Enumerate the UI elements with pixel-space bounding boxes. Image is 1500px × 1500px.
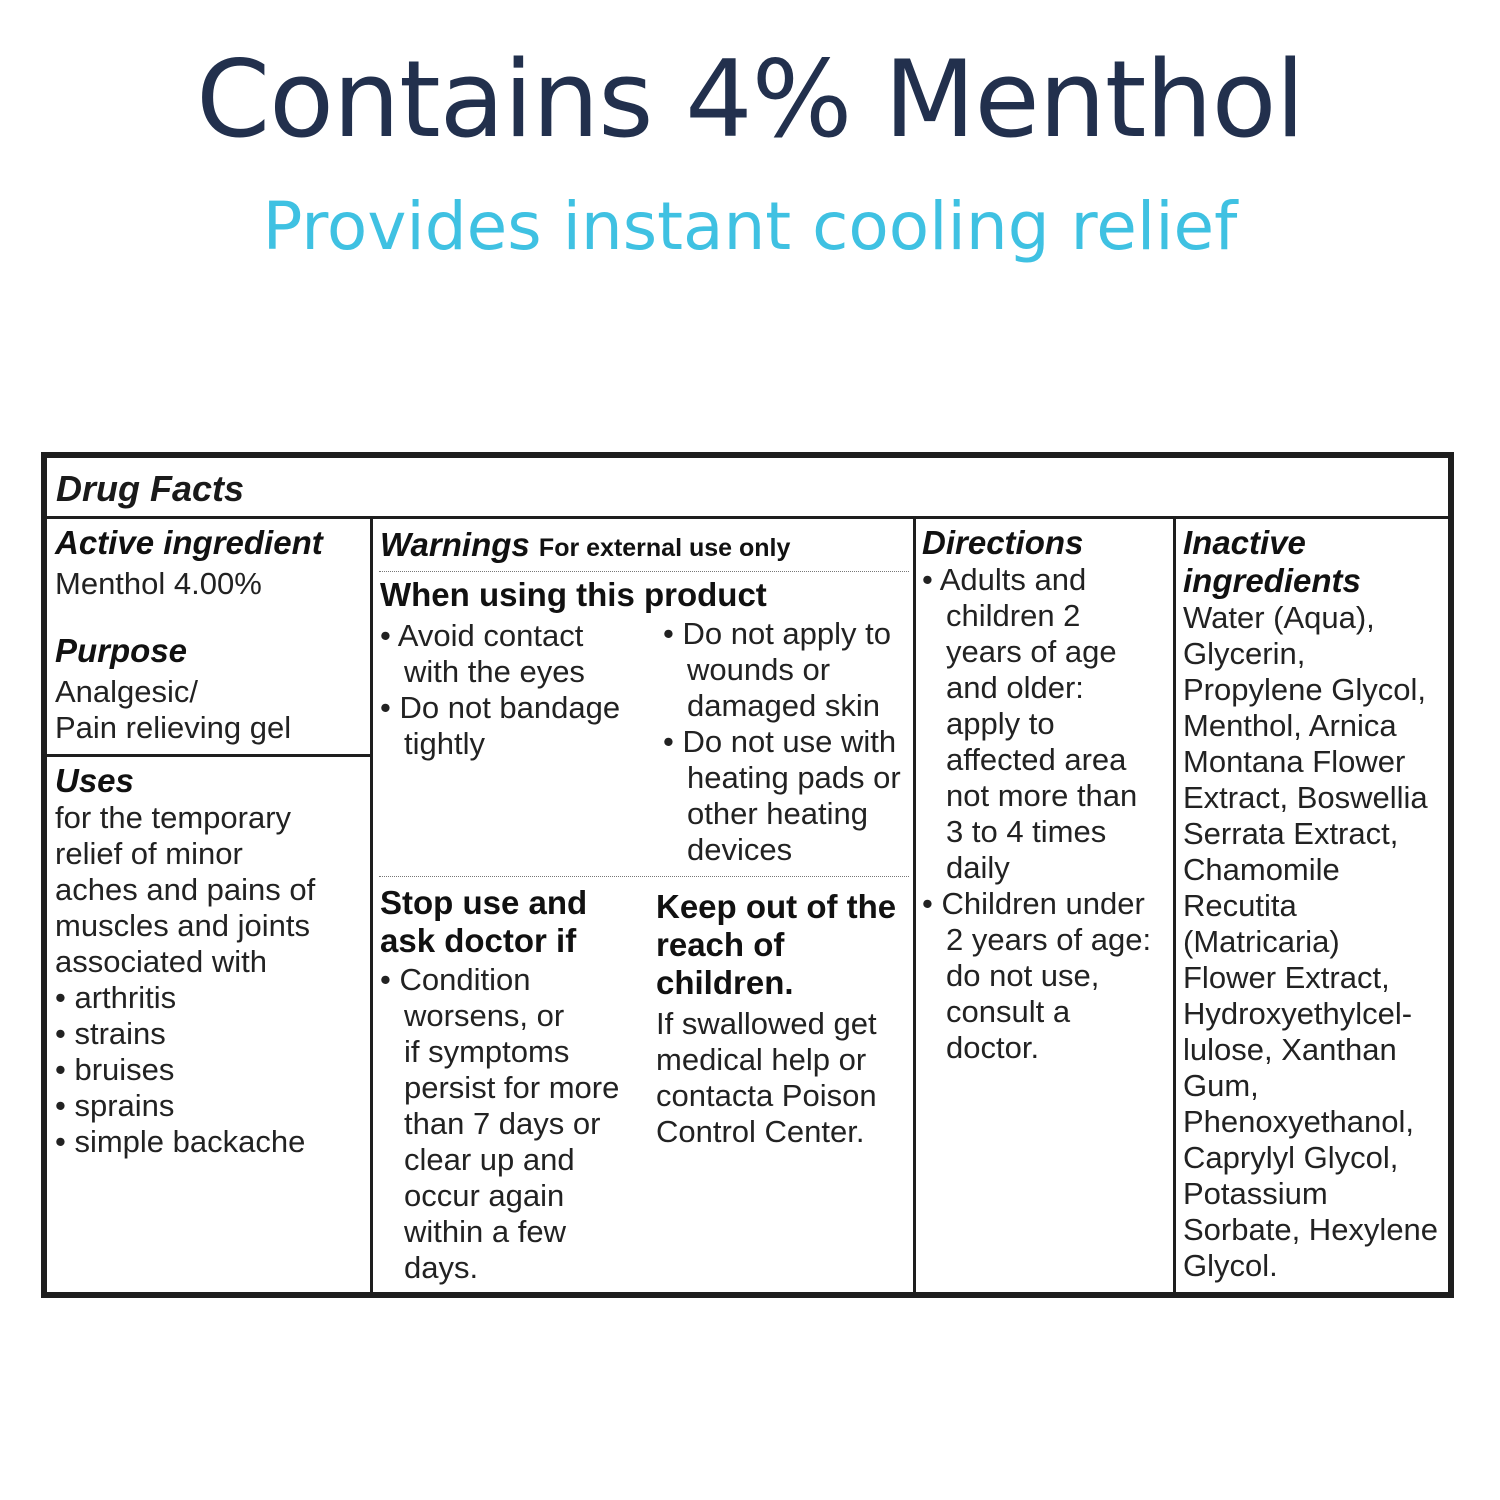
purpose-heading: Purpose — [55, 632, 188, 669]
keep-out-line: medical help or — [656, 1042, 867, 1077]
when-using-line: wounds or — [687, 652, 831, 687]
uses-line: associated with — [55, 944, 267, 979]
directions-line: and older: — [946, 670, 1084, 705]
stop-use-line: persist for more — [404, 1070, 620, 1105]
inactive-line: Potassium — [1183, 1176, 1328, 1211]
when-using-line: tightly — [404, 726, 485, 761]
when-using-heading: When using this product — [380, 576, 767, 613]
inactive-line: Gum, — [1183, 1068, 1259, 1103]
when-using-left — [380, 618, 620, 762]
inactive-line: Montana Flower — [1183, 744, 1406, 779]
when-using-line: with the eyes — [404, 654, 585, 689]
active-ingredient-heading: Active ingredient — [55, 524, 323, 561]
inactive-line: Hydroxyethylcel- — [1183, 996, 1413, 1031]
directions-heading: Directions — [922, 524, 1084, 561]
column-divider — [913, 516, 916, 1292]
uses-heading: Uses — [55, 762, 134, 799]
inactive-line: Serrata Extract, — [1183, 816, 1399, 851]
directions-line: 2 years of age: — [946, 922, 1152, 957]
keep-out-heading-line: reach of — [656, 926, 785, 963]
inactive-line: Water (Aqua), — [1183, 600, 1375, 635]
column-divider — [1173, 516, 1176, 1292]
active-ingredient-value: Menthol 4.00% — [55, 566, 262, 601]
directions-line: • Children under — [922, 886, 1145, 921]
inactive-line: Flower Extract, — [1183, 960, 1390, 995]
keep-out-heading-line: Keep out of the — [656, 888, 897, 925]
inactive-ingredients-text — [1183, 600, 1438, 1284]
inactive-line: Caprylyl Glycol, — [1183, 1140, 1399, 1175]
inactive-heading-line: Inactive — [1183, 524, 1306, 561]
purpose-line: Analgesic/ — [55, 674, 199, 709]
inactive-line: Menthol, Arnica — [1183, 708, 1397, 743]
inactive-ingredients-heading — [1183, 524, 1361, 600]
inactive-line: Extract, Boswellia — [1183, 780, 1428, 815]
uses-text — [55, 800, 315, 1160]
inactive-line: Glycol. — [1183, 1248, 1278, 1283]
when-using-right — [663, 616, 901, 868]
inactive-line: (Matricaria) — [1183, 924, 1340, 959]
uses-item: • simple backache — [55, 1124, 306, 1159]
stop-use-line: than 7 days or — [404, 1106, 601, 1141]
when-using-line: devices — [687, 832, 793, 867]
uses-line: muscles and joints — [55, 908, 311, 943]
directions-line: daily — [946, 850, 1010, 885]
stop-use-line: worsens, or — [404, 998, 565, 1033]
dotted-separator — [379, 876, 909, 877]
stop-use-line: clear up and — [404, 1142, 575, 1177]
uses-line: for the temporary — [55, 800, 292, 835]
purpose-line: Pain relieving gel — [55, 710, 292, 745]
column-divider — [370, 516, 373, 1292]
uses-item: • bruises — [55, 1052, 175, 1087]
stop-use-line: if symptoms — [404, 1034, 570, 1069]
drug-facts-title-bar — [47, 458, 1448, 519]
warnings-heading-row — [380, 526, 790, 567]
inactive-line: Propylene Glycol, — [1183, 672, 1426, 707]
dotted-separator — [379, 571, 909, 572]
directions-line: years of age — [946, 634, 1117, 669]
purpose-text — [55, 674, 291, 746]
inactive-line: Phenoxyethanol, — [1183, 1104, 1414, 1139]
inactive-line: Sorbate, Hexylene — [1183, 1212, 1439, 1247]
stop-use-heading-line: ask doctor if — [380, 922, 577, 959]
directions-text — [922, 562, 1151, 1066]
directions-line: do not use, — [946, 958, 1100, 993]
when-using-line: other heating — [687, 796, 868, 831]
stop-use-line: days. — [404, 1250, 479, 1285]
stop-use-heading — [380, 884, 587, 960]
stop-use-line: within a few — [404, 1214, 566, 1249]
keep-out-text — [656, 1006, 877, 1150]
uses-item: • sprains — [55, 1088, 175, 1123]
keep-out-heading-line: children. — [656, 964, 794, 1001]
uses-item: • arthritis — [55, 980, 177, 1015]
stop-use-line: occur again — [404, 1178, 565, 1213]
when-using-line: • Do not apply to — [663, 616, 891, 651]
stop-use-line: • Condition — [380, 962, 531, 997]
when-using-line: heating pads or — [687, 760, 901, 795]
directions-line: not more than — [946, 778, 1138, 813]
uses-line: relief of minor — [55, 836, 243, 871]
when-using-line: • Avoid contact — [380, 618, 584, 653]
stop-use-text — [380, 962, 619, 1286]
when-using-line: damaged skin — [687, 688, 881, 723]
uses-line: aches and pains of — [55, 872, 316, 907]
directions-line: apply to — [946, 706, 1055, 741]
directions-line: children 2 — [946, 598, 1081, 633]
inactive-line: Glycerin, — [1183, 636, 1306, 671]
drug-facts-title: Drug Facts — [56, 468, 245, 509]
directions-line: • Adults and — [922, 562, 1087, 597]
directions-line: doctor. — [946, 1030, 1040, 1065]
when-using-line: • Do not use with — [663, 724, 897, 759]
stop-use-heading-line: Stop use and — [380, 884, 588, 921]
inactive-line: Recutita — [1183, 888, 1297, 923]
directions-line: consult a — [946, 994, 1071, 1029]
row-divider — [47, 754, 370, 757]
uses-item: • strains — [55, 1016, 166, 1051]
when-using-line: • Do not bandage — [380, 690, 621, 725]
keep-out-line: contacta Poison — [656, 1078, 877, 1113]
headline: Contains 4% Menthol — [196, 38, 1304, 161]
subheadline: Provides instant cooling relief — [262, 188, 1238, 265]
inactive-line: lulose, Xanthan — [1183, 1032, 1397, 1067]
warnings-note: For external use only — [538, 534, 791, 562]
keep-out-heading — [656, 888, 896, 1002]
inactive-line: Chamomile — [1183, 852, 1340, 887]
directions-line: affected area — [946, 742, 1127, 777]
drug-facts-panel — [41, 452, 1454, 1298]
keep-out-line: Control Center. — [656, 1114, 865, 1149]
inactive-heading-line: ingredients — [1183, 562, 1361, 599]
keep-out-line: If swallowed get — [656, 1006, 877, 1041]
warnings-heading: Warnings — [380, 526, 530, 563]
directions-line: 3 to 4 times — [946, 814, 1107, 849]
